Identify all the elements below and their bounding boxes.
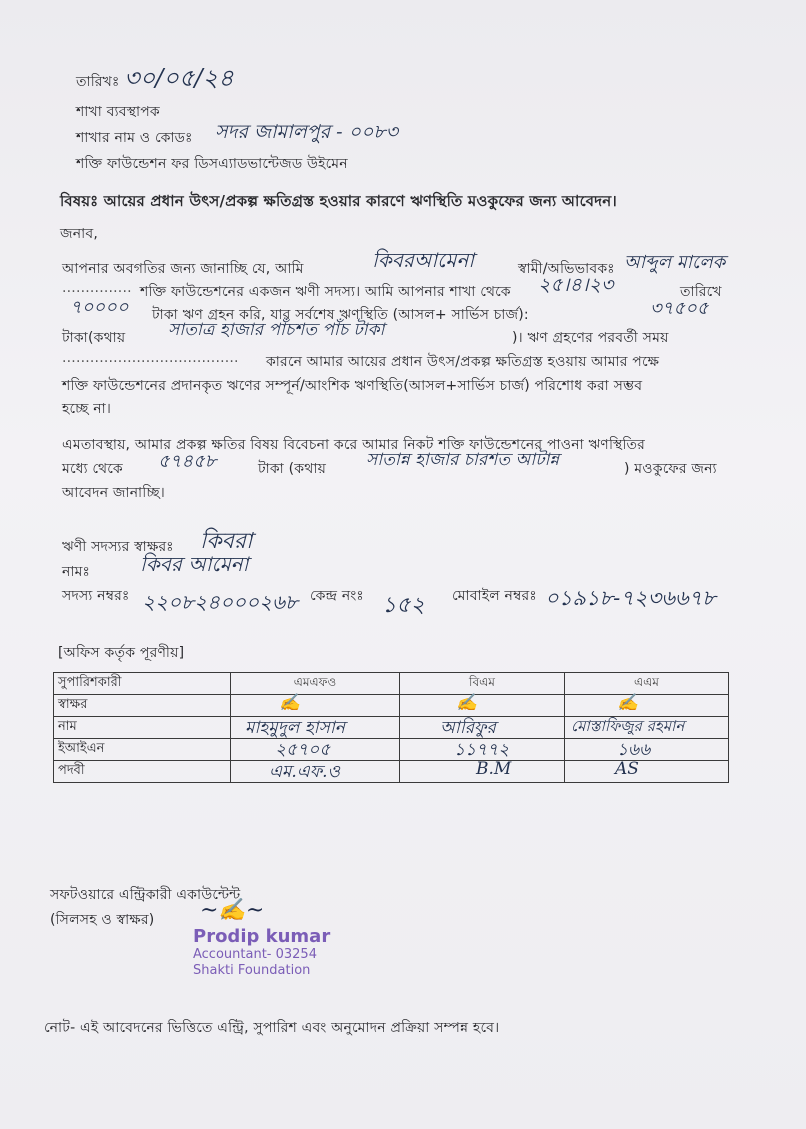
office-use-label: [অফিস কর্তৃক পূরণীয়] <box>58 645 185 661</box>
mobile-label: মোবাইল নম্বরঃ <box>452 588 537 604</box>
row-label-ein: ইআইএন <box>54 739 231 761</box>
seal-org: Shakti Foundation <box>193 963 311 978</box>
body2-line2-text: মধ্যে থেকে <box>62 461 123 477</box>
body2-line2-end: ) মওকুফের জন্য <box>624 461 717 477</box>
bm-name: আরিফুর <box>440 718 496 738</box>
table-row <box>54 695 729 717</box>
loan-balance: ৩৭৫০৫ <box>650 298 709 319</box>
date-label: তারিখঃ <box>76 74 120 90</box>
table-row <box>54 717 729 739</box>
center-number: ১৫২ <box>382 593 425 618</box>
am-designation: AS <box>615 759 639 779</box>
member-signature: কিবরা <box>200 529 253 554</box>
body1-line6: শক্তি ফাউন্ডেশনের প্রদানকৃত ঋণের সম্পূর্ন/আংশিক ঋণস্থিতি(আসল+সার্ভিস চার্জ) পরিশোধ করা সম্ভব <box>62 378 643 394</box>
bm-designation: B.M <box>476 759 512 779</box>
applicant-name: কিবরআমেনা <box>372 248 475 272</box>
waiver-in-words: সাতান্ন হাজার চারশত আটান্ন <box>366 450 560 470</box>
designation-cell-am <box>565 761 729 783</box>
body1-line2-dots: ............... <box>62 280 132 296</box>
guardian-name: আব্দুল মালেক <box>624 252 726 273</box>
office-table <box>53 672 729 783</box>
organization-name: শক্তি ফাউন্ডেশন ফর ডিসএ্যাডভান্টেজড উইমেন <box>76 156 348 172</box>
member-number: ২২০৮২৪০০০২৬৮ <box>142 590 298 614</box>
salutation: জনাব, <box>60 226 98 242</box>
seal-role: Accountant- 03254 <box>193 947 317 962</box>
name-cell-mfo <box>231 717 400 739</box>
table-row <box>54 761 729 783</box>
body1-line4-label: টাকা(কথায় <box>62 330 126 346</box>
body1-line7: হচ্ছে না। <box>62 401 112 417</box>
table-header-row <box>54 673 729 695</box>
seal-name: Prodip kumar <box>193 926 331 947</box>
accountant-title: সফটওয়ারে এন্ট্রিকারী একাউন্টেন্ট <box>50 887 241 903</box>
body1-line5-text: কারনে আমার আয়ের প্রধান উৎস/প্রকল্প ক্ষতিগ্রস্ত হওয়ায় আমার পক্ষে <box>266 354 660 370</box>
body1-line4-text: )। ঋণ গ্রহণের পরবর্তী সময় <box>512 330 669 346</box>
member-name-label: নামঃ <box>62 564 91 580</box>
body2-line1: এমতাবস্থায়, আমার প্রকল্প ক্ষতির বিষয় বিবেচনা করে আমার নিকট শক্তি ফাউন্ডেশনের পাওনা ঋণস্থিতির <box>62 437 646 453</box>
name-cell-am <box>565 717 729 739</box>
accountant-seal-label: (সিলসহ ও স্বাক্ষর) <box>50 912 155 928</box>
accountant-signature-mark: ~✍~ <box>200 898 265 923</box>
member-signature-label: ঋণী সদস্যর স্বাক্ষরঃ <box>62 539 174 555</box>
ein-cell-am <box>565 739 729 761</box>
guardian-label: স্বামী/অভিভাবকঃ <box>518 261 615 277</box>
body1-line3-text: টাকা ঋণ গ্রহন করি, যার সর্বশেষ ঋণস্থিতি (আসল+ সার্ভিস চার্জ): <box>152 307 529 323</box>
body2-words-label: টাকা (কথায় <box>258 461 327 477</box>
date-row <box>76 70 120 94</box>
row-label-signature: স্বাক্ষর <box>54 695 231 717</box>
waiver-amount: ৫৭৪৫৮ <box>158 451 217 472</box>
branch-label: শাখার নাম ও কোডঃ <box>76 130 193 146</box>
table-row <box>54 739 729 761</box>
header-recommender: সুপারিশকারী <box>54 673 231 695</box>
row-label-designation: পদবী <box>54 761 231 783</box>
header-bm: বিএম <box>400 673 565 695</box>
am-ein: ১৬৬ <box>617 740 651 760</box>
header-mfo: এমএফও <box>231 673 400 695</box>
loan-date: ২৫।৪।২৩ <box>538 274 614 296</box>
footer-note: নোট- এই আবেদনের ভিত্তিতে এন্ট্রি, সুপারিশ এবং অনুমোদন প্রক্রিয়া সম্পন্ন হবে। <box>44 1020 500 1036</box>
member-name: কিবর আমেনা <box>140 552 249 576</box>
subject-line: বিষয়ঃ আয়ের প্রধান উৎস/প্রকল্প ক্ষতিগ্রস্ত হওয়ার কারণে ঋণস্থিতি মওকুফের জন্য আবেদন। <box>60 192 617 210</box>
date-value: ৩০/০৫/২৪ <box>124 64 234 92</box>
balance-in-words: সাতাত্র হাজার পাঁচশত পাঁচ টাকা <box>168 320 385 340</box>
mfo-name: মাহমুদুল হাসান <box>245 718 345 738</box>
designation-cell-mfo <box>231 761 400 783</box>
header-am: এএম <box>565 673 729 695</box>
mobile-number: ০১৯১৮-৭২৩৬৬৭৮ <box>545 586 716 610</box>
accountant-seal <box>193 926 330 979</box>
signature-cell-am: ✍ <box>565 695 729 717</box>
body1-line1-text: আপনার অবগতির জন্য জানাচ্ছি যে, আমি <box>62 261 304 277</box>
designation-cell-bm <box>400 761 565 783</box>
body1-line2-text: শক্তি ফাউন্ডেশনের একজন ঋণী সদস্য। আমি আপনার শাখা থেকে <box>140 284 511 300</box>
branch-value: সদর জামালপুর - ০০৮৩ <box>215 121 398 143</box>
signature-cell-bm: ✍ <box>400 695 565 717</box>
addressee: শাখা ব্যবস্থাপক <box>76 104 160 120</box>
member-no-label: সদস্য নম্বরঃ <box>62 588 130 604</box>
date-suffix: তারিখে <box>680 284 722 300</box>
mfo-ein: ২৫৭০৫ <box>275 740 331 760</box>
am-name: মোস্তাফিজুর রহমান <box>571 717 685 735</box>
body2-line3: আবেদন জানাচ্ছি। <box>62 485 165 501</box>
ein-cell-bm <box>400 739 565 761</box>
row-label-name: নাম <box>54 717 231 739</box>
body1-line5-dots: ...................................... <box>62 350 239 366</box>
name-cell-bm <box>400 717 565 739</box>
loan-amount: ৭০০০০ <box>70 297 129 318</box>
bm-ein: ১১৭৭২ <box>454 740 510 760</box>
center-label: কেন্দ্র নংঃ <box>310 588 364 604</box>
mfo-designation: এম.এফ.ও <box>269 762 341 782</box>
ein-cell-mfo <box>231 739 400 761</box>
signature-cell-mfo: ✍ <box>231 695 400 717</box>
